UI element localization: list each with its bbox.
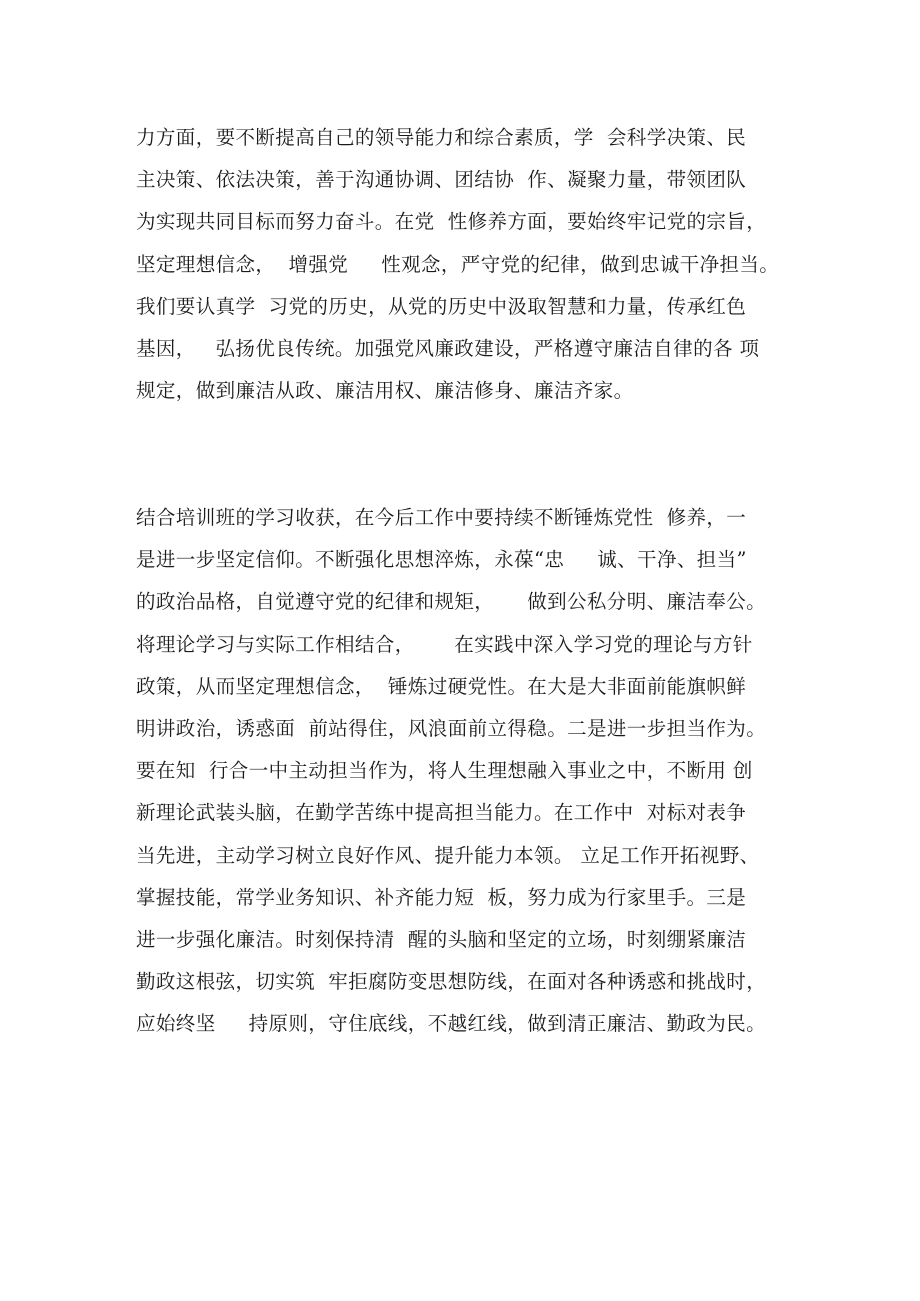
text-line: 规定，做到廉洁从政、廉洁用权、廉洁修身、廉洁齐家。 [136,379,634,403]
text-line: 明讲政治，诱惑面 前站得住，风浪面前立得稳。二是进一步担当作为。 [136,716,767,740]
text-line: 当先进，主动学习树立良好作风、提升能力本领。 立足工作开拓视野、 [136,843,760,867]
paragraph-2 [136,497,816,1045]
text-line: 政策，从而坚定理想信念， 锤炼过硬党性。在大是大非面前能旗帜鲜 [136,674,747,698]
paragraph-1 [136,117,816,412]
text-line: 坚定理想信念， 增强党 性观念，严守党的纪律，做到忠诚干净担当。 [136,252,780,276]
text-line: 要在知 行合一中主动担当作为，将人生理想融入事业之中，不断用 创 [136,759,753,783]
text-line: 是进一步坚定信仰。不断强化思想淬炼，永葆“忠 诚、干净、担当” [136,548,747,572]
text-line: 结合培训班的学习收获，在今后工作中要持续不断锤炼党性 修养，一 [136,506,747,529]
text-line: 基因， 弘扬优良传统。加强党风廉政建设，严格遵守廉洁自律的各 项 [136,336,760,360]
text-line: 主决策、依法决策，善于沟通协调、团结协 作、凝聚力量，带领团队 [136,168,747,192]
text-line: 我们要认真学 习党的历史，从党的历史中汲取智慧和力量，传承红色 [136,294,747,318]
text-line: 的政治品格，自觉遵守党的纪律和规矩， 做到公私分明、廉洁奉公。 [136,590,766,614]
text-line: 力方面，要不断提高自己的领导能力和综合素质，学 会科学决策、民 [136,126,747,149]
text-line: 勤政这根弦，切实筑 牢拒腐防变思想防线，在面对各种诱惑和挑战时， [136,970,767,994]
text-line: 新理论武装头脑，在勤学苦练中提高担当能力。在工作中 对标对表争 [136,801,747,825]
text-line: 为实现共同目标而努力奋斗。在党 性修养方面，要始终牢记党的宗旨， [136,210,767,234]
text-line: 将理论学习与实际工作相结合， 在实践中深入学习党的理论与方针 [136,632,753,656]
text-line: 应始终坚 持原则，守住底线，不越红线，做到清正廉洁、勤政为民。 [136,1012,766,1036]
text-line: 进一步强化廉洁。时刻保持清 醒的头脑和坚定的立场，时刻绷紧廉洁 [136,927,747,951]
text-line: 掌握技能，常学业务知识、补齐能力短 板，努力成为行家里手。三是 [136,885,747,909]
